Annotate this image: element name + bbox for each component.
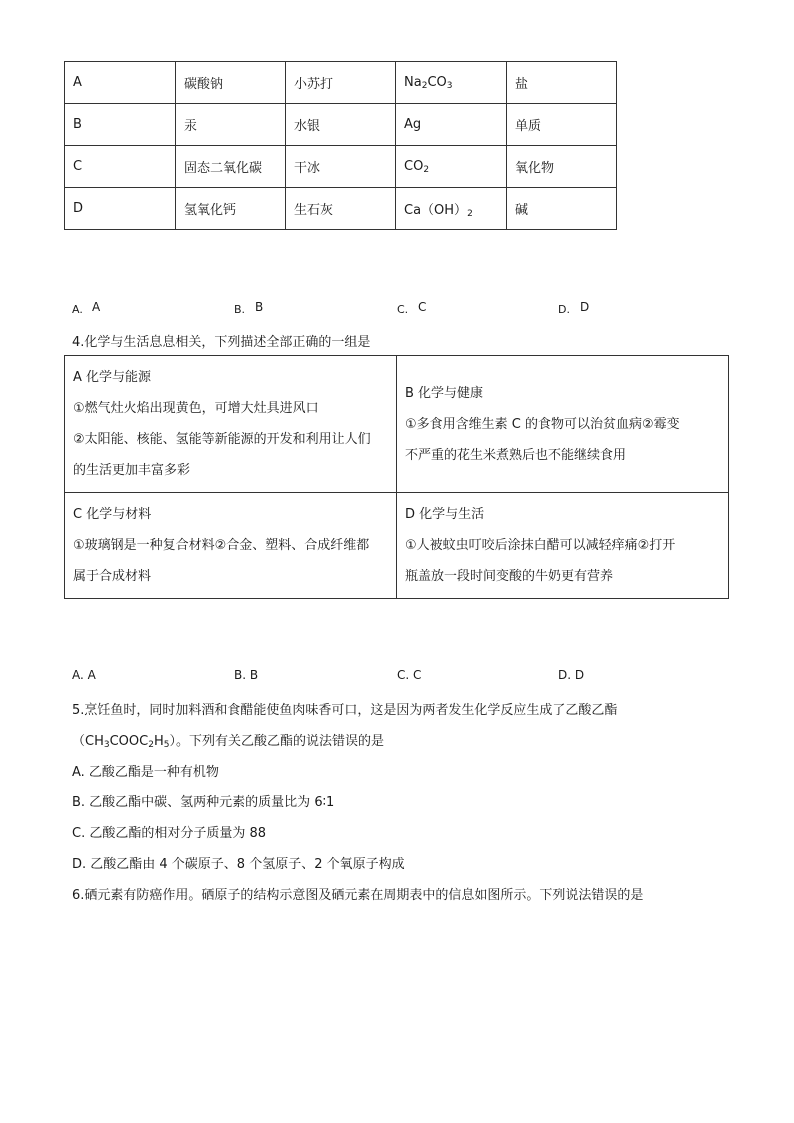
question-5-stem-cont bbox=[72, 730, 384, 750]
table-row bbox=[65, 104, 617, 146]
option-b[interactable]: B bbox=[255, 300, 264, 314]
table-cell: Ag bbox=[396, 104, 507, 146]
table-cell bbox=[396, 188, 507, 230]
option-letter: B. bbox=[234, 303, 246, 316]
question-4-stem: 4.化学与生活息息相关，下列描述全部正确的一组是 bbox=[72, 335, 371, 350]
option-letter: D. bbox=[558, 303, 570, 316]
subscript: 5 bbox=[163, 740, 170, 750]
formula-text: CO bbox=[404, 158, 424, 174]
option-c[interactable]: C bbox=[418, 300, 427, 314]
subscript: 2 bbox=[421, 80, 428, 91]
table-cell: D bbox=[65, 188, 176, 230]
option-d[interactable]: D. 乙酸乙酯由 4 个碳原子、8 个氢原子、2 个氧原子构成 bbox=[72, 857, 405, 872]
cell-text: 瓶盖放一段时间变酸的牛奶更有营养 bbox=[405, 569, 614, 584]
table-cell bbox=[65, 356, 397, 493]
option-b[interactable]: B. 乙酸乙酯中碳、氢两种元素的质量比为 6∶1 bbox=[72, 795, 335, 810]
cell-text: 的生活更加丰富多彩 bbox=[73, 463, 191, 478]
cell-heading: A 化学与能源 bbox=[73, 370, 152, 385]
table-cell: C bbox=[65, 146, 176, 188]
table-cell: 碳酸钠 bbox=[176, 62, 286, 104]
subscript: 3 bbox=[446, 80, 453, 91]
table-row bbox=[65, 188, 617, 230]
table-row bbox=[65, 493, 729, 599]
stem-text: ）。下列有关乙酸乙酯的说法错误的是 bbox=[169, 734, 384, 749]
table-cell: 汞 bbox=[176, 104, 286, 146]
cell-text: ①燃气灶火焰出现黄色，可增大灶具进风口 bbox=[73, 401, 319, 416]
formula-text: Ca（OH） bbox=[404, 202, 468, 218]
cell-heading: D 化学与生活 bbox=[405, 507, 485, 522]
option-c[interactable]: C. 乙酸乙酯的相对分子质量为 88 bbox=[72, 826, 267, 841]
formula-text: （CH bbox=[72, 734, 104, 749]
table-cell: 单质 bbox=[507, 104, 617, 146]
table-cell bbox=[396, 62, 507, 104]
table-cell: 氧化物 bbox=[507, 146, 617, 188]
table-cell: 固态二氧化碳 bbox=[176, 146, 286, 188]
option-a[interactable]: A. A bbox=[72, 668, 96, 682]
option-letter: C. bbox=[397, 303, 409, 316]
table-cell: 盐 bbox=[507, 62, 617, 104]
option-c[interactable]: C. C bbox=[397, 668, 422, 682]
option-d[interactable]: D bbox=[580, 300, 590, 314]
question-6-stem: 6.硒元素有防癌作用。硒原子的结构示意图及硒元素在周期表中的信息如图所示。下列说法错误的是 bbox=[72, 888, 644, 903]
formula-text: CO bbox=[427, 74, 447, 90]
subscript: 3 bbox=[103, 740, 110, 750]
option-a[interactable]: A. 乙酸乙酯是一种有机物 bbox=[72, 765, 219, 780]
cell-text: ①人被蚊虫叮咬后涂抹白醋可以减轻痒痛②打开 bbox=[405, 538, 676, 553]
question-5-stem: 5.烹饪鱼时，同时加料酒和食醋能使鱼肉味香可口，这是因为两者发生化学反应生成了乙酸乙酯 bbox=[72, 703, 618, 718]
formula-text: Na bbox=[404, 74, 422, 90]
cell-heading: C 化学与材料 bbox=[73, 507, 152, 522]
table-cell bbox=[65, 493, 397, 599]
table-cell: 干冰 bbox=[286, 146, 396, 188]
subscript: 2 bbox=[423, 164, 430, 175]
cell-text: ①玻璃钢是一种复合材料②合金、塑料、合成纤维都 bbox=[73, 538, 370, 553]
table-cell bbox=[396, 146, 507, 188]
table-cell: A bbox=[65, 62, 176, 104]
cell-heading: B 化学与健康 bbox=[405, 385, 484, 401]
subscript: 2 bbox=[148, 740, 154, 750]
table-cell bbox=[397, 356, 729, 493]
option-letter: A. bbox=[72, 303, 83, 316]
table-cell: 碱 bbox=[507, 188, 617, 230]
option-d[interactable]: D. D bbox=[558, 668, 585, 682]
table-cell: B bbox=[65, 104, 176, 146]
option-b[interactable]: B. B bbox=[234, 668, 259, 682]
table-cell: 生石灰 bbox=[286, 188, 396, 230]
formula-text: H bbox=[153, 734, 164, 749]
cell-text: 属于合成材料 bbox=[73, 569, 152, 584]
table-cell bbox=[397, 493, 729, 599]
subscript: 2 bbox=[467, 208, 473, 219]
table-cell: 水银 bbox=[286, 104, 396, 146]
cell-text: 不严重的花生米煮熟后也不能继续食用 bbox=[405, 447, 627, 463]
q4-table bbox=[64, 355, 729, 599]
substance-table bbox=[64, 61, 617, 230]
formula-text: COOC bbox=[109, 734, 149, 749]
table-row bbox=[65, 356, 729, 493]
cell-text: ①多食用含维生素 C 的食物可以治贫血病②霉变 bbox=[405, 416, 680, 432]
option-a[interactable]: A bbox=[92, 300, 101, 314]
table-cell: 小苏打 bbox=[286, 62, 396, 104]
cell-text: ②太阳能、核能、氢能等新能源的开发和利用让人们 bbox=[73, 432, 371, 447]
table-cell: 氢氧化钙 bbox=[176, 188, 286, 230]
table-row bbox=[65, 146, 617, 188]
table-row bbox=[65, 62, 617, 104]
